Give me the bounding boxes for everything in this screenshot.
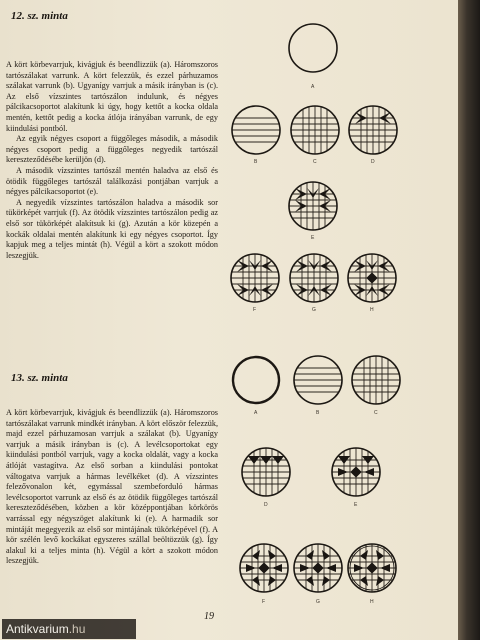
figure-12-f [231, 254, 279, 302]
figure-label: G [312, 307, 316, 313]
figure-12-g [290, 254, 338, 302]
figure-label: C [313, 159, 317, 165]
figure-label: C [374, 410, 378, 416]
paragraph: A második vízszintes tartószál mentén haladva az első és ötödik függőleges tartószál találkozási pontjában varrjuk a négyes pálcikacsoportot (e). [6, 165, 218, 197]
paragraph: A negyedik vízszintes tartószálon haladva a második sor tükörképét varrjuk (f). Az ötödik vízszintes tartószálon pedig az első sor tükörképét alakítsuk ki (g). Azután a kör közepén a kockák oldalai mentén alakítunk ki egy négyes csoportot. Így kapjuk meg a teljes mintát (h). Végül a kört a szokott módon leszegjük. [6, 197, 218, 260]
figure-12-a [289, 24, 337, 72]
figure-13-d [242, 448, 290, 496]
watermark-text: Antikvarium [6, 622, 69, 636]
figure-label: E [354, 502, 358, 508]
figure-label: A [254, 410, 258, 416]
paragraph: Az egyik négyes csoport a függőleges második, a második négyes csoport pedig a függőleges negyedik tartószál kereszteződésébe kerüljön (d). [6, 134, 218, 165]
figure-12-c [291, 106, 339, 154]
figure-label: B [316, 410, 320, 416]
book-spine [458, 0, 480, 640]
paragraph: A kört körbevarrjuk, kivágjuk és beendlizzük (a). Háromszoros tartószálakat varrunk mindkét irányban. A kört először felezzük, majd ezzel párhuzamosan varrjuk a szálakat (b). Ugyanígy varrjuk a másik irányban is (c). A levélcsoportokat egy kiindulási pontból varrjuk, vagy a kocka oldalát, vagy a kocka átlóját vastagítva. Az első sorban a kiindulási pontokat váltogatva varrjuk a hármas levélkéket (d). A vízszintes felezővonalon két, egymással szembeforduló hármas levélcsoportot varrunk az első és az ötödik függőleges tartószál kereszteződésében, közben a kör középpontjában körkörös varrással egy négyszöget alakítunk ki (e). A harmadik sor mintáját megegyezik az első sor mintájának tükörképével (f). A kör szélén levő kockákat egyszeres szállal beöltözzük (g). Így alakul ki a teljes minta (h). Végül a kört a szokott módon leszegjük. [6, 408, 218, 566]
figure-13-a [233, 357, 279, 403]
figure-label: H [370, 599, 374, 605]
figure-13-h [348, 544, 396, 592]
figure-13-f [240, 544, 288, 592]
figure-13-e [332, 448, 380, 496]
section-title-12: 12. sz. minta [11, 10, 68, 22]
watermark [2, 619, 136, 639]
figure-label: H [370, 307, 374, 313]
section-title-13: 13. sz. minta [11, 372, 68, 384]
figure-label: A [311, 84, 315, 90]
paragraph: A kört körbevarrjuk, kivágjuk és beendlizzük (a). Háromszoros tartószálakat varrunk. A kört felezzük, és ezzel párhuzamos szálakat varrunk (b). Ugyanígy varrjuk a másik irányban is (c). Az első vízszintes tartószálon indulunk, és négyes pálcikacsoportot alakítunk ki úgy, hogy kettőt a kocka oldala mentén, kettőt pedig a kocka átlója irányában varrunk, de egy kiindulási pontból. [6, 60, 218, 133]
figure-label: D [264, 502, 268, 508]
figure-label: E [311, 235, 315, 241]
page-number: 19 [204, 611, 214, 622]
figure-13-g [294, 544, 342, 592]
figure-label: B [254, 159, 258, 165]
figure-12-b [232, 106, 280, 154]
figure-12-d [349, 106, 397, 154]
watermark-suffix: .hu [68, 622, 86, 636]
figure-12-e [289, 182, 337, 230]
figure-label: F [262, 599, 266, 605]
figure-13-b [294, 356, 342, 404]
figure-13-c [352, 356, 400, 404]
figure-label: D [371, 159, 375, 165]
figure-label: F [253, 307, 257, 313]
figure-12-h [348, 254, 396, 302]
figure-label: G [316, 599, 320, 605]
